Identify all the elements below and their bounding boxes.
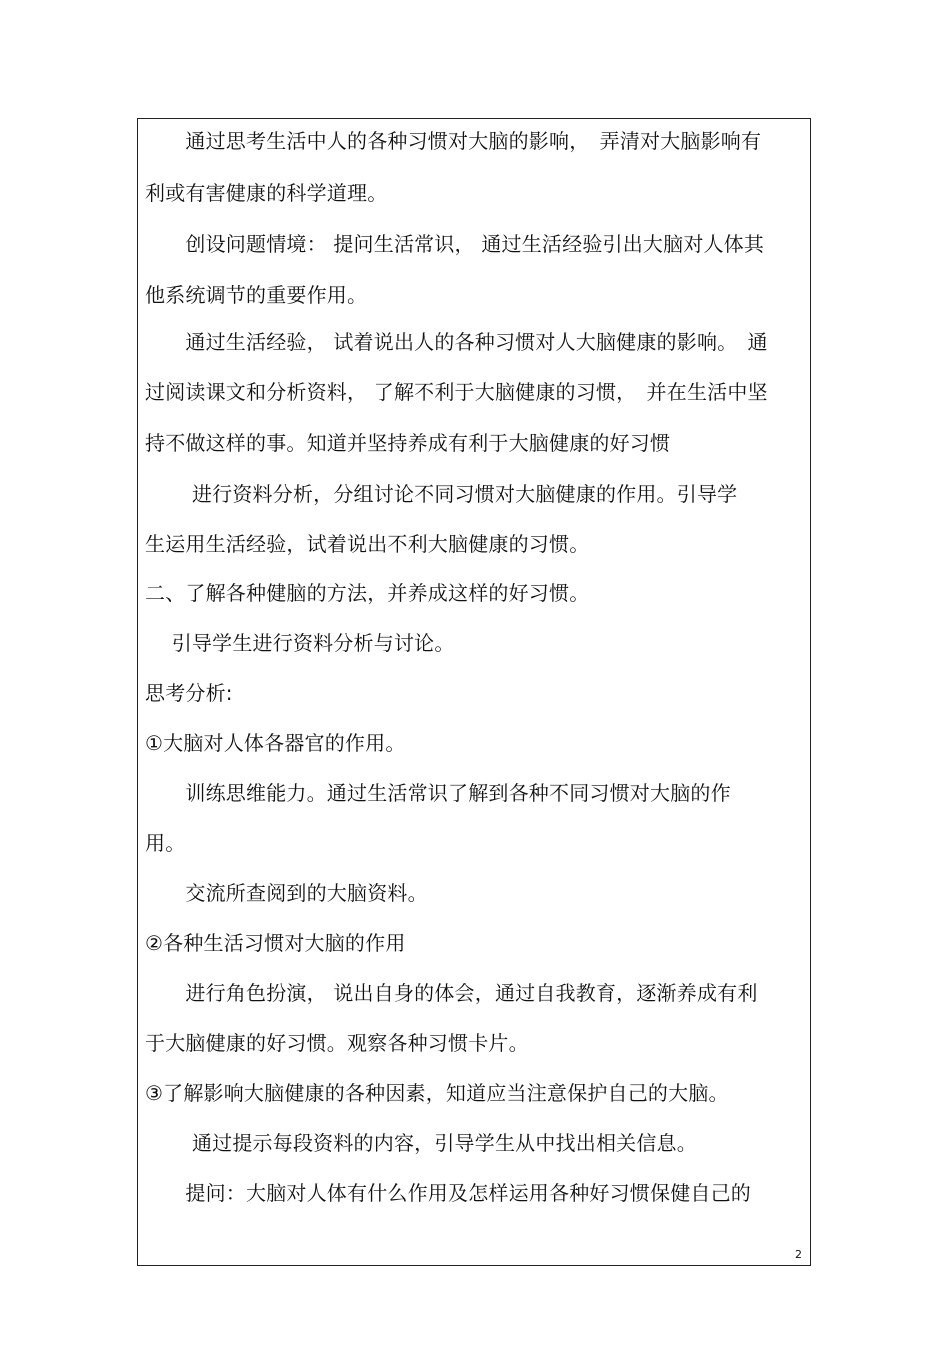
text-line: 交流所查阅到的大脑资料。 [145, 881, 428, 905]
text-line: 持不做这样的事。知道并坚持养成有利于大脑健康的好习惯 [145, 431, 671, 455]
text-line: 进行角色扮演， 说出自身的体会，通过自我教育，逐渐养成有利 [145, 981, 758, 1005]
text-line: 二、了解各种健脑的方法，并养成这样的好习惯。 [145, 581, 590, 605]
text-line: 进行资料分析，分组讨论不同习惯对大脑健康的作用。引导学 [145, 482, 738, 506]
text-line: 利或有害健康的科学道理。 [145, 181, 388, 205]
text-line: 通过生活经验， 试着说出人的各种习惯对人大脑健康的影响。 通 [145, 330, 768, 354]
text-line: 通过思考生活中人的各种习惯对大脑的影响， 弄清对大脑影响有 [145, 129, 762, 153]
text-line: ③了解影响大脑健康的各种因素，知道应当注意保护自己的大脑。 [145, 1081, 729, 1105]
text-line: 用。 [145, 831, 186, 855]
text-line: 通过提示每段资料的内容，引导学生从中找出相关信息。 [145, 1131, 697, 1155]
text-line: 训练思维能力。通过生活常识了解到各种不同习惯对大脑的作 [145, 781, 731, 805]
text-line: ①大脑对人体各器官的作用。 [145, 731, 406, 755]
text-line: 提问：大脑对人体有什么作用及怎样运用各种好习惯保健自己的 [145, 1181, 751, 1205]
text-line: 引导学生进行资料分析与讨论。 [145, 631, 455, 655]
text-line: 生运用生活经验，试着说出不利大脑健康的习惯。 [145, 532, 590, 556]
text-line: 创设问题情境： 提问生活常识， 通过生活经验引出大脑对人体其 [145, 232, 765, 256]
text-line: ②各种生活习惯对大脑的作用 [145, 931, 406, 955]
text-line: 于大脑健康的好习惯。观察各种习惯卡片。 [145, 1031, 529, 1055]
page-number: 2 [795, 1248, 802, 1261]
text-line: 思考分析: [145, 681, 233, 705]
text-line: 他系统调节的重要作用。 [145, 283, 368, 307]
text-line: 过阅读课文和分析资料， 了解不利于大脑健康的习惯， 并在生活中坚 [145, 380, 768, 404]
